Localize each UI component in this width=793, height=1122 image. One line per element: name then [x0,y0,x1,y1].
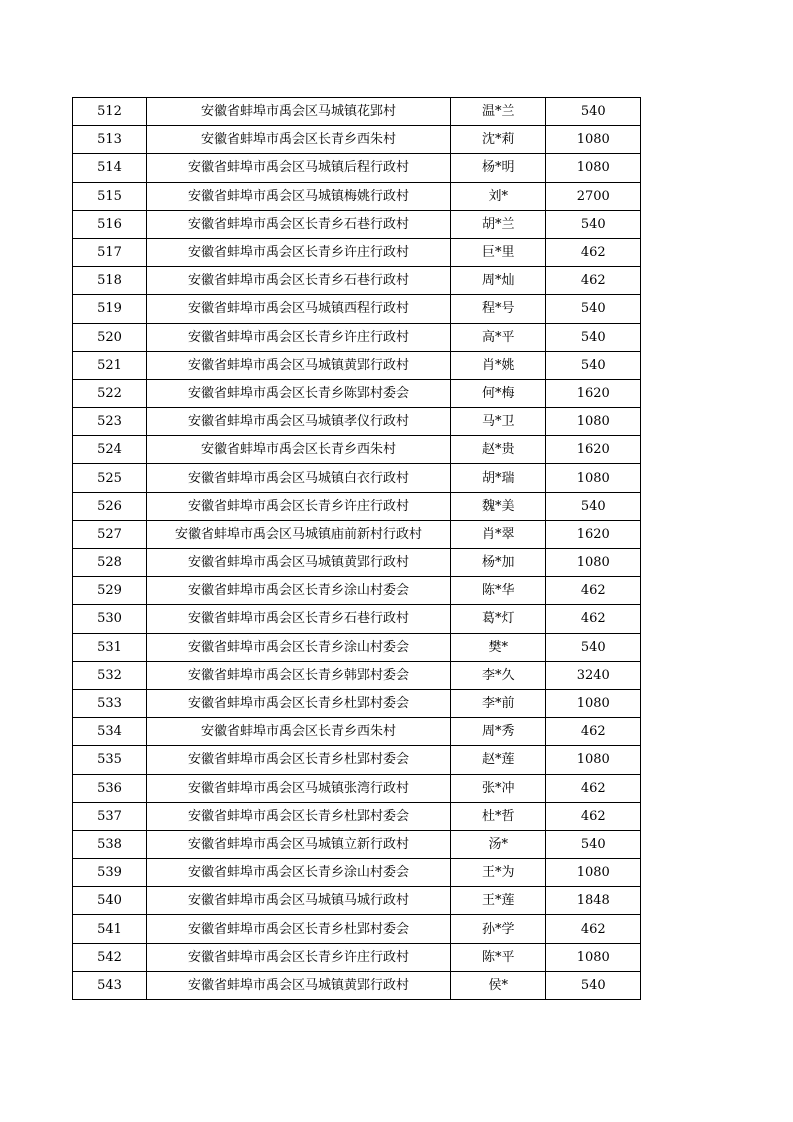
name-cell: 赵*莲 [450,746,546,774]
name-cell: 刘* [450,182,546,210]
amount-cell: 540 [546,830,641,858]
address-cell: 安徽省蚌埠市禹会区马城镇花郢村 [147,98,451,126]
address-cell: 安徽省蚌埠市禹会区长青乡陈郢村委会 [147,379,451,407]
table-row [73,689,641,717]
name-cell: 巨*里 [450,238,546,266]
amount-cell: 1848 [546,887,641,915]
address-cell: 安徽省蚌埠市禹会区长青乡韩郢村委会 [147,661,451,689]
amount-cell: 462 [546,802,641,830]
row-number-cell: 543 [73,971,147,999]
name-cell: 侯* [450,971,546,999]
address-cell: 安徽省蚌埠市禹会区长青乡石巷行政村 [147,605,451,633]
amount-cell: 462 [546,605,641,633]
name-cell: 樊* [450,633,546,661]
name-cell: 周*灿 [450,267,546,295]
table-row [73,802,641,830]
address-cell: 安徽省蚌埠市禹会区长青乡石巷行政村 [147,267,451,295]
name-cell: 葛*灯 [450,605,546,633]
address-cell: 安徽省蚌埠市禹会区马城镇马城行政村 [147,887,451,915]
table-row [73,98,641,126]
name-cell: 胡*兰 [450,210,546,238]
name-cell: 肖*翠 [450,520,546,548]
table-row [73,577,641,605]
name-cell: 陈*华 [450,577,546,605]
address-cell: 安徽省蚌埠市禹会区马城镇张湾行政村 [147,774,451,802]
address-cell: 安徽省蚌埠市禹会区马城镇梅姚行政村 [147,182,451,210]
address-cell: 安徽省蚌埠市禹会区长青乡许庄行政村 [147,492,451,520]
amount-cell: 540 [546,295,641,323]
address-cell: 安徽省蚌埠市禹会区长青乡杜郢村委会 [147,802,451,830]
amount-cell: 462 [546,238,641,266]
row-number-cell: 538 [73,830,147,858]
name-cell: 周*秀 [450,718,546,746]
row-number-cell: 532 [73,661,147,689]
address-cell: 安徽省蚌埠市禹会区长青乡许庄行政村 [147,323,451,351]
table-row [73,746,641,774]
name-cell: 魏*美 [450,492,546,520]
amount-cell: 2700 [546,182,641,210]
amount-cell: 1080 [546,943,641,971]
table-row [73,464,641,492]
row-number-cell: 524 [73,436,147,464]
table-row [73,295,641,323]
table-row [73,520,641,548]
table-row [73,379,641,407]
amount-cell: 1620 [546,436,641,464]
name-cell: 温*兰 [450,98,546,126]
row-number-cell: 515 [73,182,147,210]
amount-cell: 462 [546,718,641,746]
address-cell: 安徽省蚌埠市禹会区马城镇后程行政村 [147,154,451,182]
address-cell: 安徽省蚌埠市禹会区长青乡杜郢村委会 [147,746,451,774]
table-row [73,718,641,746]
name-cell: 李*久 [450,661,546,689]
row-number-cell: 523 [73,408,147,436]
table-row [73,408,641,436]
row-number-cell: 535 [73,746,147,774]
amount-cell: 1620 [546,379,641,407]
name-cell: 胡*瑞 [450,464,546,492]
address-cell: 安徽省蚌埠市禹会区马城镇孝仪行政村 [147,408,451,436]
table-row [73,661,641,689]
table-row [73,859,641,887]
address-cell: 安徽省蚌埠市禹会区马城镇黄郢行政村 [147,971,451,999]
row-number-cell: 525 [73,464,147,492]
amount-cell: 462 [546,577,641,605]
address-cell: 安徽省蚌埠市禹会区长青乡石巷行政村 [147,210,451,238]
amount-cell: 1080 [546,859,641,887]
amount-cell: 540 [546,633,641,661]
table-row [73,915,641,943]
address-cell: 安徽省蚌埠市禹会区长青乡许庄行政村 [147,238,451,266]
amount-cell: 540 [546,971,641,999]
row-number-cell: 539 [73,859,147,887]
table-row [73,238,641,266]
row-number-cell: 528 [73,549,147,577]
amount-cell: 462 [546,915,641,943]
row-number-cell: 542 [73,943,147,971]
row-number-cell: 526 [73,492,147,520]
address-cell: 安徽省蚌埠市禹会区长青乡西朱村 [147,436,451,464]
row-number-cell: 527 [73,520,147,548]
name-cell: 李*前 [450,689,546,717]
amount-cell: 540 [546,492,641,520]
row-number-cell: 516 [73,210,147,238]
address-cell: 安徽省蚌埠市禹会区马城镇黄郢行政村 [147,549,451,577]
address-cell: 安徽省蚌埠市禹会区马城镇白衣行政村 [147,464,451,492]
address-cell: 安徽省蚌埠市禹会区马城镇黄郢行政村 [147,351,451,379]
address-cell: 安徽省蚌埠市禹会区长青乡杜郢村委会 [147,689,451,717]
address-cell: 安徽省蚌埠市禹会区马城镇立新行政村 [147,830,451,858]
table-body [73,98,641,1000]
row-number-cell: 534 [73,718,147,746]
name-cell: 马*卫 [450,408,546,436]
table-row [73,943,641,971]
address-cell: 安徽省蚌埠市禹会区长青乡西朱村 [147,126,451,154]
table-row [73,887,641,915]
row-number-cell: 529 [73,577,147,605]
row-number-cell: 541 [73,915,147,943]
name-cell: 孙*学 [450,915,546,943]
address-cell: 安徽省蚌埠市禹会区长青乡涂山村委会 [147,859,451,887]
name-cell: 王*莲 [450,887,546,915]
amount-cell: 1080 [546,746,641,774]
row-number-cell: 522 [73,379,147,407]
amount-cell: 1080 [546,126,641,154]
row-number-cell: 514 [73,154,147,182]
row-number-cell: 519 [73,295,147,323]
row-number-cell: 536 [73,774,147,802]
table-row [73,210,641,238]
name-cell: 王*为 [450,859,546,887]
name-cell: 程*号 [450,295,546,323]
address-cell: 安徽省蚌埠市禹会区马城镇西程行政村 [147,295,451,323]
address-cell: 安徽省蚌埠市禹会区马城镇庙前新村行政村 [147,520,451,548]
table-row [73,436,641,464]
row-number-cell: 533 [73,689,147,717]
row-number-cell: 530 [73,605,147,633]
address-cell: 安徽省蚌埠市禹会区长青乡许庄行政村 [147,943,451,971]
table-row [73,351,641,379]
amount-cell: 1080 [546,408,641,436]
amount-cell: 1620 [546,520,641,548]
amount-cell: 540 [546,98,641,126]
amount-cell: 1080 [546,549,641,577]
table-row [73,971,641,999]
name-cell: 杨*明 [450,154,546,182]
row-number-cell: 537 [73,802,147,830]
amount-cell: 540 [546,323,641,351]
subsidy-table [72,97,641,1000]
table-row [73,549,641,577]
row-number-cell: 520 [73,323,147,351]
table-row [73,267,641,295]
row-number-cell: 531 [73,633,147,661]
row-number-cell: 540 [73,887,147,915]
table-row [73,126,641,154]
row-number-cell: 512 [73,98,147,126]
table-row [73,154,641,182]
name-cell: 沈*莉 [450,126,546,154]
table-row [73,605,641,633]
amount-cell: 1080 [546,689,641,717]
table-row [73,323,641,351]
table-row [73,774,641,802]
address-cell: 安徽省蚌埠市禹会区长青乡涂山村委会 [147,633,451,661]
table-row [73,182,641,210]
name-cell: 杨*加 [450,549,546,577]
name-cell: 肖*姚 [450,351,546,379]
name-cell: 陈*平 [450,943,546,971]
address-cell: 安徽省蚌埠市禹会区长青乡西朱村 [147,718,451,746]
row-number-cell: 518 [73,267,147,295]
table-row [73,633,641,661]
amount-cell: 540 [546,351,641,379]
row-number-cell: 521 [73,351,147,379]
name-cell: 高*平 [450,323,546,351]
name-cell: 赵*贵 [450,436,546,464]
row-number-cell: 513 [73,126,147,154]
table-row [73,492,641,520]
amount-cell: 462 [546,267,641,295]
name-cell: 汤* [450,830,546,858]
row-number-cell: 517 [73,238,147,266]
amount-cell: 3240 [546,661,641,689]
address-cell: 安徽省蚌埠市禹会区长青乡涂山村委会 [147,577,451,605]
name-cell: 杜*哲 [450,802,546,830]
amount-cell: 462 [546,774,641,802]
name-cell: 何*梅 [450,379,546,407]
address-cell: 安徽省蚌埠市禹会区长青乡杜郢村委会 [147,915,451,943]
amount-cell: 540 [546,210,641,238]
amount-cell: 1080 [546,154,641,182]
table-row [73,830,641,858]
name-cell: 张*冲 [450,774,546,802]
amount-cell: 1080 [546,464,641,492]
